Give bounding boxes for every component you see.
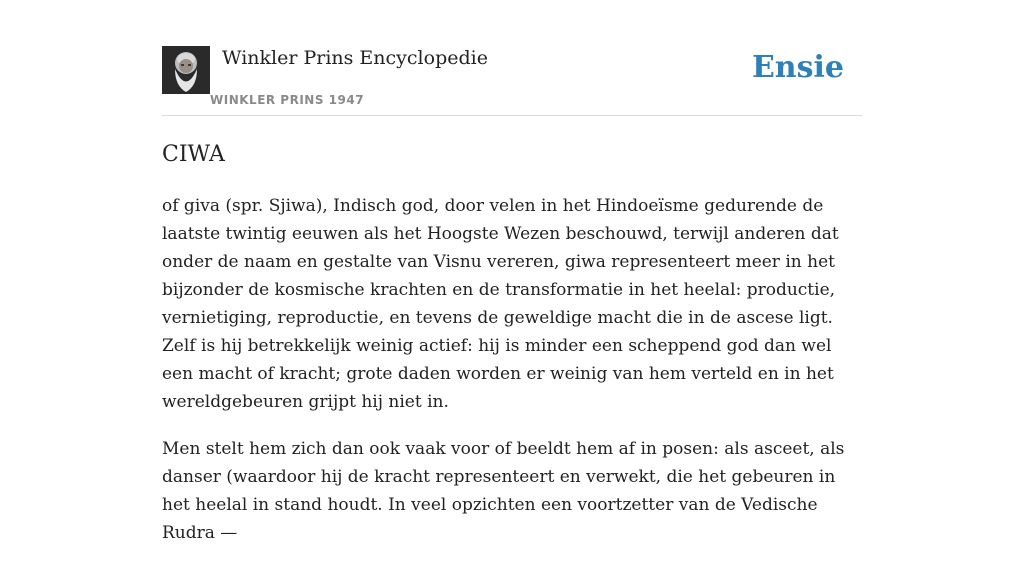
page bbox=[162, 0, 862, 543]
publisher-name[interactable]: Winkler Prins Encyclopedie bbox=[222, 47, 488, 69]
article-paragraph-2: Men stelt hem zich dan ook vaak voor of beeldt hem af in posen: als asceet, als danser (waardoor hij de kracht representeert en verwekt, die het gebeuren in het heelal in stand houdt. In veel opzichten een voortzetter van de Vedische Rudra — bbox=[162, 439, 845, 543]
site-header bbox=[162, 0, 862, 116]
article-title: CIWA bbox=[162, 142, 225, 167]
article-paragraph-1: of giva (spr. Sjiwa), Indisch god, door velen in het Hindoeïsme gedurende de laatste twintig eeuwen als het Hoogste Wezen beschouwd, terwijl anderen dat onder de naam en gestalte van Visnu vereren, giwa representeert meer in het bijzonder de kosmische krachten en de transformatie in het heelal: productie, vernietiging, reproductie, en tevens de geweldige macht die in de ascese ligt. Zelf is hij betrekkelijk weinig actief: hij is minder een scheppend god dan wel een macht of kracht; grote daden worden er weinig van hem verteld en in het wereldgebeuren grijpt hij niet in. bbox=[162, 196, 839, 412]
edition-label[interactable]: WINKLER PRINS 1947 bbox=[210, 93, 365, 107]
ensie-logo[interactable]: Ensie bbox=[751, 50, 844, 85]
avatar[interactable] bbox=[162, 46, 210, 94]
article-body bbox=[162, 192, 862, 566]
bearded-man-portrait-icon bbox=[162, 46, 210, 94]
